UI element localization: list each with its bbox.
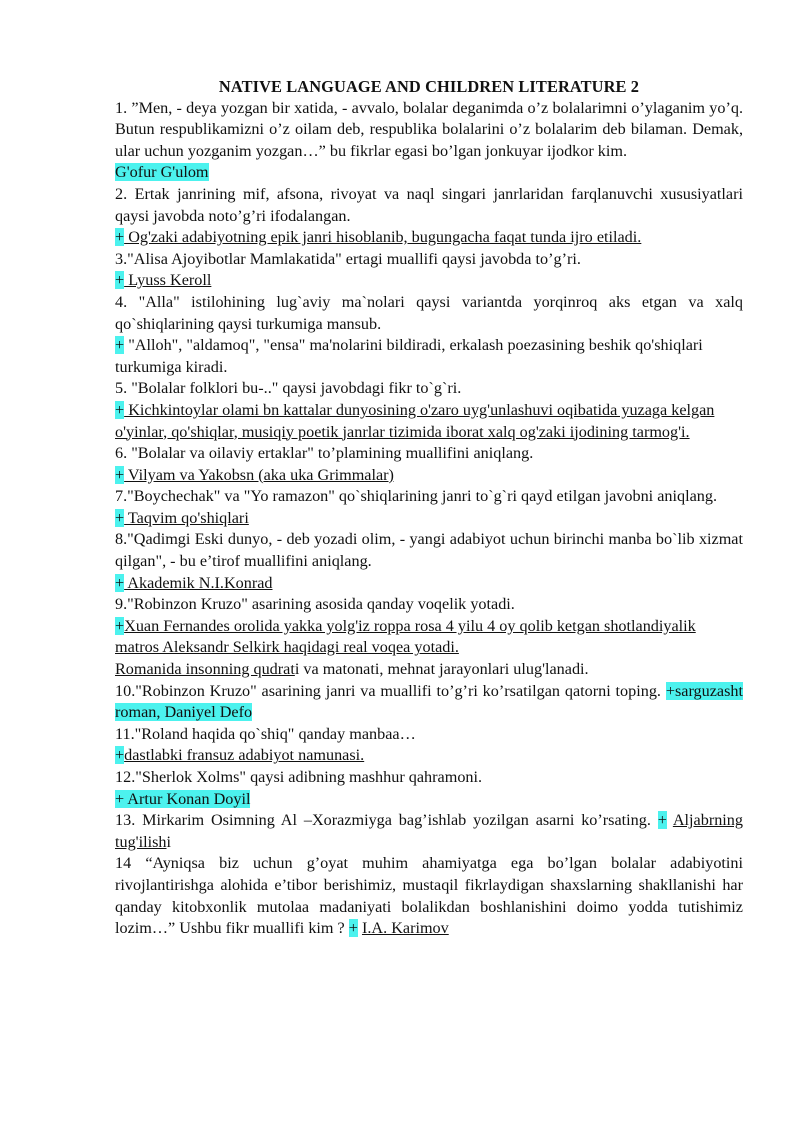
answer-13-text: Aljabrning tug'ilish	[115, 811, 743, 851]
question-14-text: 14 “Ayniqsa biz uchun g’oyat muhim ahamiyatga ega bo’lgan bolalar adabiyotini rivojlantirishga alohida e’tibor berishimiz, mustaqil fikrlaydigan shaxslarning shakllanishi har qanday kitobxonlik mutolaa madaniyati bolalikdan boshlanishini doimo yodda tutishimiz lozim…” Ushbu fikr muallifi kim ?	[115, 854, 743, 938]
answer-9-plus: +	[115, 616, 125, 635]
answer-3-plus: +	[115, 271, 125, 290]
answer-11-text: dastlabki fransuz adabiyot namunasi.	[124, 746, 365, 765]
answer-3	[115, 270, 743, 292]
answer-2-plus: +	[115, 228, 125, 247]
answer-14-plus: +	[348, 919, 358, 938]
question-13	[115, 810, 743, 853]
answer-1	[115, 162, 743, 184]
answer-2-text: Og'zaki adabiyotning epik janri hisoblanib, bugungacha faqat tunda ijro etiladi.	[124, 228, 642, 247]
answer-9	[115, 616, 743, 659]
question-14	[115, 853, 743, 939]
answer-5-text: Kichkintoylar olami bn kattalar dunyosining o'zaro uyg'unlashuvi oqibatida yuzaga kelgan o'yinlar, qo'shiqlar, musiqiy poetik janrlar tizimida iborat xalq og'zaki ijodining tarmog'i.	[115, 400, 715, 441]
answer-7	[115, 508, 743, 530]
answer-8	[115, 573, 743, 595]
question-11: 11."Roland haqida qo`shiq" qanday manbaa…	[115, 724, 416, 743]
question-4: 4. "Alla" istilohining lug`aviy ma`nolari qaysi variantda yorqinroq aks etgan va xalq qo`shiqlarining qaysi turkumiga mansub.	[115, 292, 743, 333]
answer-2	[115, 227, 743, 249]
answer-5-plus: +	[115, 400, 125, 419]
answer-7-plus: +	[115, 508, 125, 527]
question-8: 8."Qadimgi Eski dunyo, - deb yozadi olim, - yangi adabiyot uchun birinchi manba bo`lib xizmat qilgan", - bu e’tirof muallifini aniqlang.	[115, 530, 743, 571]
answer-10-text: +sarguzasht roman, Daniyel Defo	[115, 681, 743, 722]
question-6: 6. "Bolalar va oilaviy ertaklar" to’plamining muallifini aniqlang.	[115, 444, 534, 463]
answer-11-plus: +	[115, 746, 125, 765]
question-2: 2. Ertak janrining mif, afsona, rivoyat va naql singari janrlaridan farqlanuvchi xususiyatlari qaysi javobda noto’g’ri ifodalangan.	[115, 184, 743, 225]
answer-9-continued	[115, 659, 743, 681]
answer-7-text: Taqvim qo'shiqlari	[124, 508, 249, 527]
question-12: 12."Sherlok Xolms" qaysi adibning mashhur qahramoni.	[115, 768, 483, 786]
answer-11	[115, 745, 743, 767]
document-title: NATIVE LANGUAGE AND CHILDREN LITERATURE 2	[218, 77, 640, 96]
answer-12-text: + Artur Konan Doyil	[115, 789, 251, 808]
answer-6-plus: +	[115, 465, 125, 484]
document-page	[115, 76, 743, 940]
answer-9-continued-underlined: Romanida insonning qudrat	[115, 660, 295, 679]
answer-3-text: Lyuss Keroll	[124, 271, 212, 290]
question-9: 9."Robinzon Kruzo" asarining asosida qanday voqelik yotadi.	[115, 595, 515, 614]
answer-13-plus: +	[657, 811, 667, 830]
answer-14-text: I.A. Karimov	[361, 919, 449, 938]
answer-12	[115, 789, 743, 811]
answer-1-text: G'ofur G'ulom	[115, 163, 209, 182]
answer-4-plus: +	[115, 336, 125, 355]
question-7: 7."Boychechak" va "Yo ramazon" qo`shiqlarining janri to`g`ri qayd etilgan javobni aniqlang.	[115, 487, 717, 506]
answer-4	[115, 335, 743, 378]
answer-9-continued-rest: i va matonati, mehnat jarayonlari ulug'lanadi.	[294, 660, 589, 679]
question-10-text: 10."Robinzon Kruzo" asarining janri va muallifi to’g’ri ko’rsatilgan qatorni toping.	[115, 681, 666, 700]
question-13-text: 13. Mirkarim Osimning Al –Xorazmiyga bag’ishlab yozilgan asarni ko’rsating.	[115, 811, 658, 830]
question-10	[115, 681, 743, 724]
answer-4-text: "Alloh", "aldamoq", "ensa" ma'nolarini bildiradi, erkalash poezasining beshik qo'shiqlari turkumiga kiradi.	[115, 336, 703, 376]
answer-6	[115, 465, 743, 487]
answer-9-text: Xuan Fernandes orolida yakka yolg'iz roppa rosa 4 yilu 4 oy qolib ketgan shotlandiyalik matros Aleksandr Selkirk haqidagi real voqea yotadi.	[115, 616, 696, 657]
question-1: 1. ”Men, - deya yozgan bir xatida, - avvalo, bolalar deganimda o’z bolalarimni o’ylaganim yo’q. Butun respublikamizni o’z oilam deb, respublika bolalarini o’z bolalarim deb bilaman. Demak, ular uchun yozganim yozgan…” bu fikrlar egasi bo’lgan jonkuyar ijodkor kim.	[115, 98, 743, 160]
answer-13-rest: i	[166, 832, 171, 851]
question-5: 5. "Bolalar folklori bu-.." qaysi javobdagi fikr to`g`ri.	[115, 379, 462, 398]
answer-8-plus: +	[115, 573, 125, 592]
answer-5	[115, 400, 743, 443]
answer-8-text: Akademik N.I.Konrad	[124, 573, 273, 592]
answer-6-text: Vilyam va Yakobsn (aka uka Grimmalar)	[124, 465, 394, 484]
question-3: 3."Alisa Ajoyibotlar Mamlakatida" ertagi muallifi qaysi javobda to’g’ri.	[115, 249, 581, 268]
